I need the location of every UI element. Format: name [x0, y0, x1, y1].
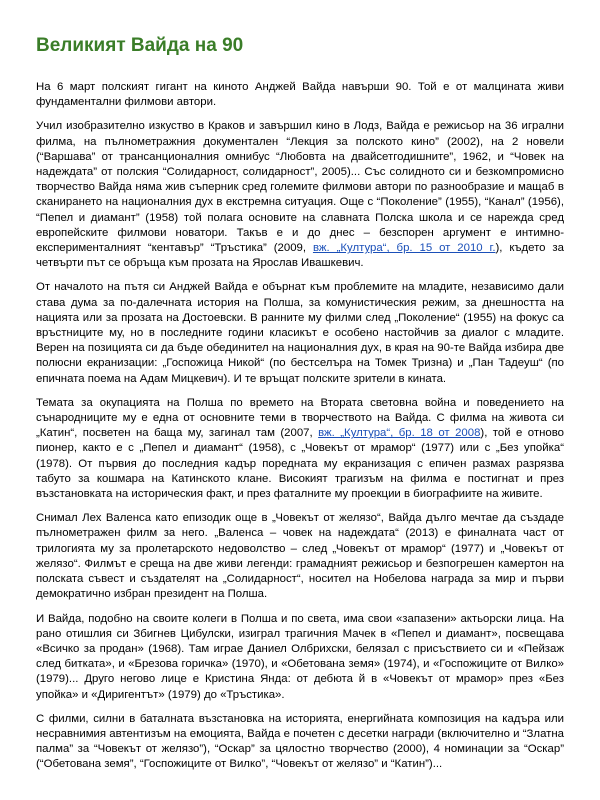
paragraph-actors: И Вайда, подобно на своите колеги в Полша и по света, има свои «запазени» актьорски лица. На рано отишлия си Збигнев Цибулски, изиграл трагичния Мачек в «Пепел и диамант», посвещава «Всичко за продан» (1968). Там играе Даниел Олбрихски, белязал с присъствието си и «Пейзаж след битката», и «Брезова горичка» (1970), и «Обетована земя» (1974), и «Госпожиците от Вилко» (1979)... Друго негово лице е Кристина Янда: от дебюта й в «Човекът от мрамор» през «Без упойка» и «Диригентът» (1979) до «Тръстика».	[36, 612, 564, 701]
paragraph-katyn	[36, 396, 564, 502]
kultura-2008-link[interactable]: вж. „Култура“, бр. 18 от 2008	[318, 427, 481, 440]
paragraph-awards: С филми, силни в баталната възстановка на историята, енергийната композиция на кадъра или несравнимия автентизъм на емоцията, Вайда е почетен с десетки награди (включително и “Златна палма” за “Човекът от желязо”), “Оскар” за цялостно творчество (2000), 4 номинации за “Оскар” (“Обетована земя”, “Госпожиците от Вилко”, “Човекът от желязо” и “Катин”)...	[36, 712, 564, 771]
paragraph-career-text-b: ), където за четвърти път се обръща към прозата на Ярослав Ивашкевич.	[36, 242, 564, 270]
paragraph-katyn-text-a: Темата за окупацията на Полша по времето на Втората световна война и поведението на сънародниците му е една от основните теми в творчеството на Вайда. С филма на живота си „Катин“, посветен на баща му, загинал там (2007,	[36, 396, 564, 440]
article-body	[36, 80, 564, 773]
paragraph-katyn-text-b: ), той е отново пионер, както е с „Пепел и диамант“ (1958), с „Човекът от мрамор“ (1977) или с „Без упойка“ (1978). От първия до последния кадър поредната му екранизация с епичен размах разрязва табуто за кошмара на Катинското клане. Високият трагизъм на филма е постигнат и през възстановката на историческия факт, и през фаталните му проекции в биографиите на живите.	[36, 427, 564, 501]
paragraph-youth: От началото на пътя си Анджей Вайда е обърнат към проблемите на младите, независимо дали става дума за по-далечната история на Полша, за комунистическия режим, за днешността на нацията или за прозата на Достоевски. В ранните му филми след „Поколение“ (1955) на фокус са връстниците му, но в последните години класикът е особено настойчив за диалог с младите. Верен на позицията си да бъде обединител на националния дух, в края на 90-те Вайда избира две полюсни екранизации: „Госпожица Никой“ (по бестселъра на Томек Тризна) и „Пан Тадеуш“ (по епичната поема на Адам Мицкевич). И те връщат полските зрители в кината.	[36, 281, 564, 385]
paragraph-career	[36, 119, 564, 271]
article-title: Великият Вайда на 90	[36, 35, 244, 56]
paragraph-career-text-a: Учил изобразително изкуство в Краков и завършил кино в Лодз, Вайда е режисьор на 36 игрални филма, на пълнометражния документален “Лекция за полското кино” (2002), на 2 новели (“Варшава” от трансанционалния омнибус “Любовта на двайсетгодишните”, 1962, и “Човек на надеждата” от полския “Солидарност, солидарност”, 2005)... Със солидното си и безкомпромисно творчество Вайда няма жив съперник сред големите филмови автори по разнообразие и мащаб в сканирането на националния дух в екстремна ситуация. Още с “Поколение” (1955), “Канал” (1956), “Пепел и диамант” (1958) той полага основите на славната Полска школа и се нарежда сред европейските филмови новатори. Такъв е и до днес – безспорен аргумент е интимно-експерименталният “кентавър” “Тръстика” (2009,	[36, 120, 564, 255]
paragraph-intro: На 6 март полският гигант на киното Анджей Вайда навърши 90. Той е от малцината живи фундаментални филмови автори.	[36, 81, 564, 109]
paragraph-walesa: Снимал Лех Валенса като епизодик още в „Човекът от желязо“, Вайда дълго мечтае да създаде пълнометражен филм за него. „Валенса – човек на надеждата“ (2013) е финалната част от трилогията му за пролетарското недоволство – след „Човекът от мрамор“ (1977) и „Човекът от желязо“. Филмът е среща на две живи легенди: грамадният режисьор и безпогрешен камертон на полската съвест и създателят на „Солидарност“, носител на Нобелова награда за мир и първи демократично избран президент на Полша.	[36, 512, 564, 601]
kultura-2010-link[interactable]: вж. „Култура“, бр. 15 от 2010 г.	[312, 242, 496, 255]
